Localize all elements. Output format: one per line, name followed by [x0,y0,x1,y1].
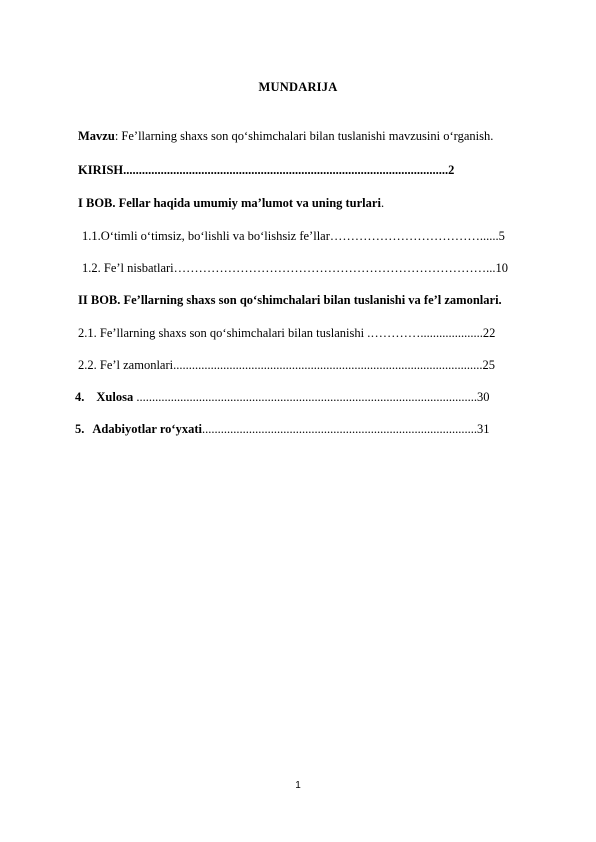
toc-entry-1-2 [82,260,508,276]
toc-entry-number: 5. [75,422,85,436]
toc-entry-1-1 [82,228,505,244]
toc-entry-chapter-1 [78,195,384,211]
toc-entry-xulosa [75,389,489,405]
toc-entry-title: I BOB. Fellar haqida umumiy ma’lumot va uning turlari [78,196,381,210]
toc-entry-page: 10 [495,261,509,275]
toc-entry-page: 22 [482,326,496,340]
toc-entry-leader: ............................................................................................................. [133,390,477,404]
page-title: MUNDARIJA [258,80,338,94]
toc-entry-page: 5 [498,229,505,243]
toc-entry-page: 30 [476,390,490,404]
toc-entry-leader: ................................................................................................... [173,358,483,372]
page-number: 1 [295,780,301,791]
toc-entry-leader: …………………………………………………………………... [173,261,496,275]
toc-entry-leader: .………….................... [367,326,483,340]
toc-entry-page: 2 [448,163,455,177]
toc-entry-suffix: . [380,196,385,210]
toc-entry-leader: ………………………………...... [329,229,499,243]
topic-text: : Fe’llarning shaxs son qo‘shimchalari bilan tuslanishi mavzusini o‘rganish. [114,129,494,143]
toc-entry-adabiyotlar [75,421,489,437]
toc-entry-leader: ........................................................................................................ [123,163,449,177]
toc-entry-title: Xulosa [96,390,134,404]
toc-entry-page: 31 [476,422,490,436]
toc-entry-title: Adabiyotlar ro‘yxati [92,422,202,436]
toc-entry-2-1 [78,325,495,341]
toc-entry-chapter-2 [78,292,502,308]
toc-entry-leader: ........................................................................................ [201,422,477,436]
toc-entry-title: 2.1. Fe’llarning shaxs son qo‘shimchalari bilan tuslanishi [78,326,368,340]
toc-entry-number: 4. [75,390,85,404]
toc-entry-title: 2.2. Fe’l zamonlari [78,358,174,372]
toc-entry-title: KIRISH [78,163,124,177]
toc-entry-title: II BOB. Fe’llarning shaxs son qo‘shimchalari bilan tuslanishi va fe’l zamonlari. [78,293,502,307]
toc-entry-title: 1.2. Fe’l nisbatlari [82,261,174,275]
toc-entry-2-2 [78,357,495,373]
toc-entry-title: 1.1.O‘timli o‘timsiz, bo‘lishli va bo‘lishsiz fe’llar [82,229,330,243]
toc-entry-kirish [78,162,454,178]
topic-line [78,128,493,144]
toc-entry-page: 25 [482,358,495,372]
topic-label: Mavzu [78,129,115,143]
